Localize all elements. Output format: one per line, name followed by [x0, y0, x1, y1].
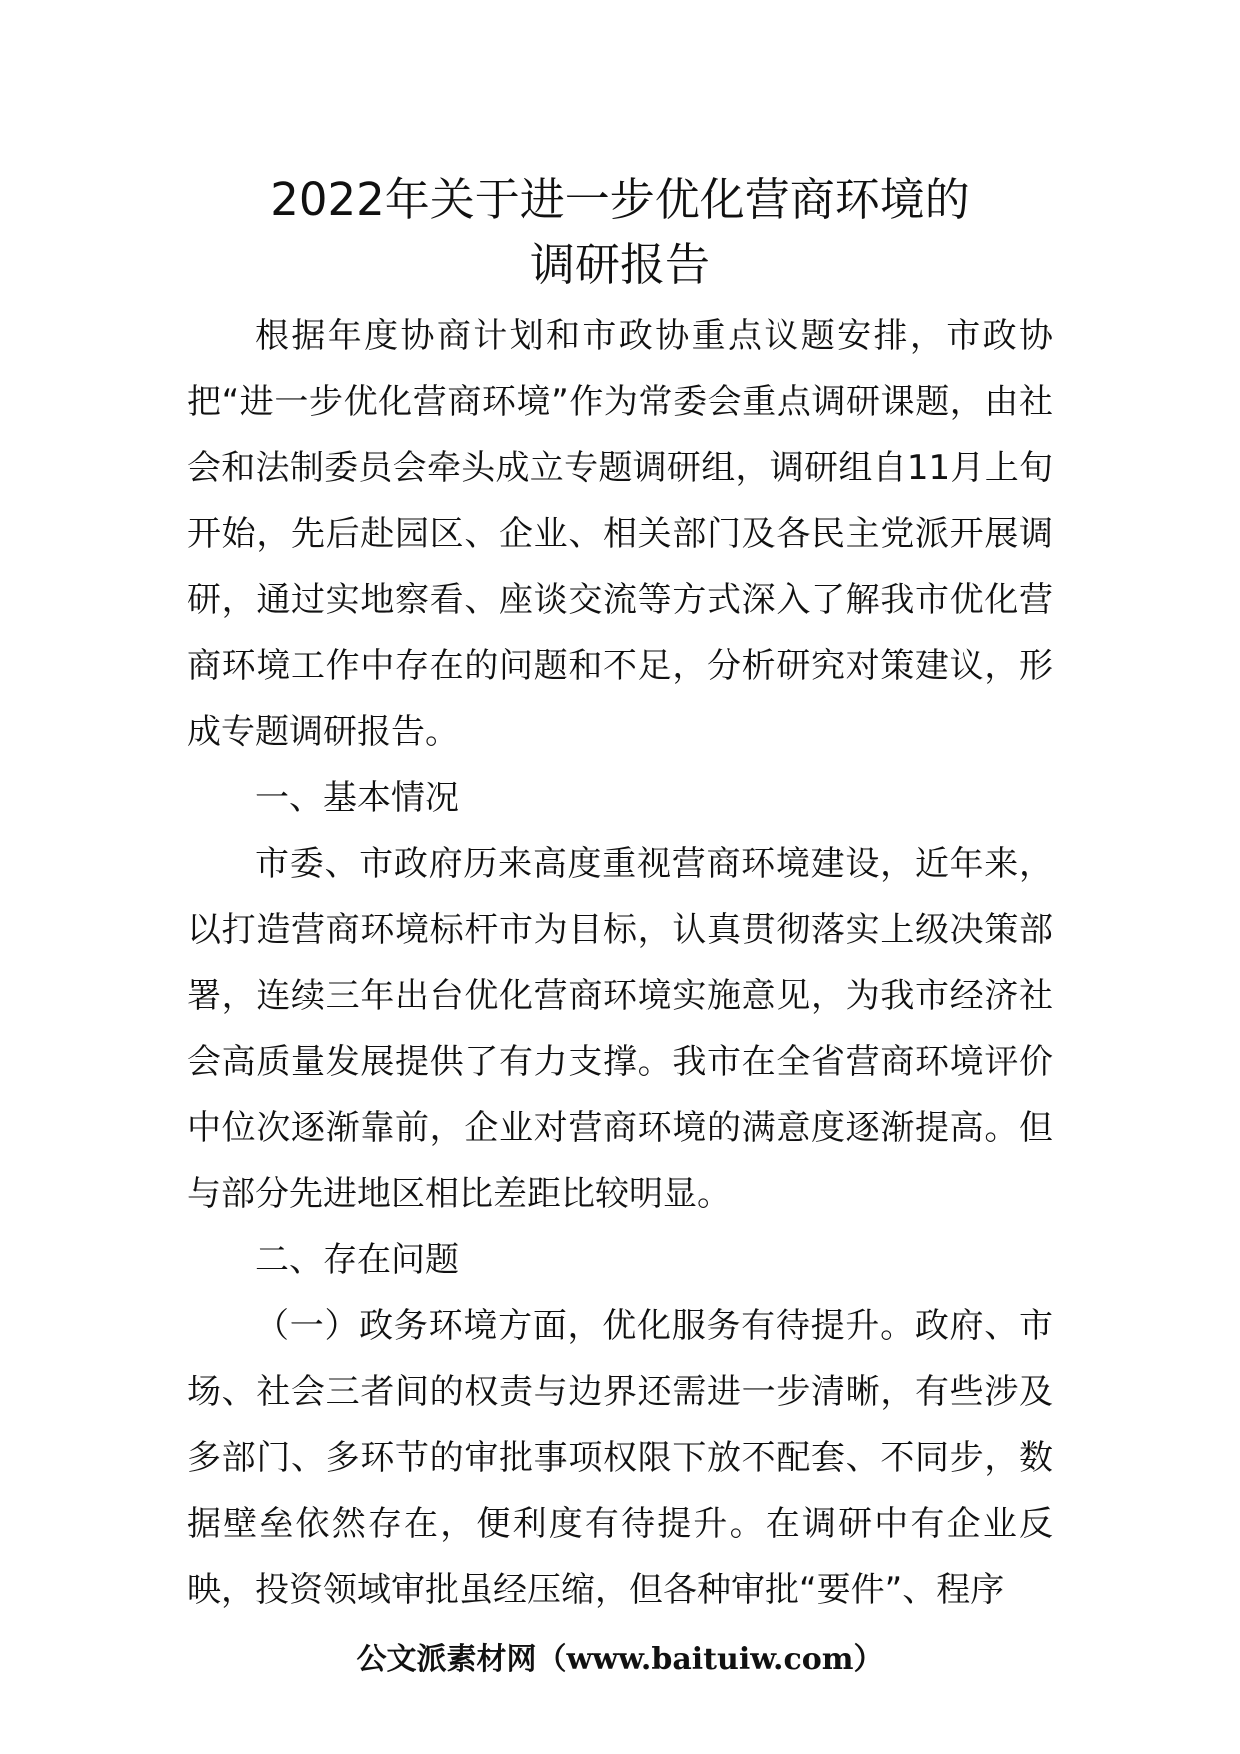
document-body: [187, 303, 1053, 1623]
document-title-line-2: 调研报告: [529, 238, 710, 291]
paragraph-government-environment: （一）政务环境方面，优化服务有待提升。政府、市场、社会三者间的权责与边界还需进一步清晰，有些涉及多部门、多环节的审批事项权限下放不配套、不同步，数据壁垒依然存在，便利度有待提升。在调研中有企业反映，投资领域审批虽经压缩，但各种审批“要件”、程序: [187, 1306, 1053, 1610]
document-title-line-1: 2022年关于进一步优化营商环境的: [270, 173, 970, 226]
section-heading-problems: 二、存在问题: [255, 1240, 459, 1280]
paragraph-basic-situation: 市委、市政府历来高度重视营商环境建设，近年来，以打造营商环境标杆市为目标，认真贯彻落实上级决策部署，连续三年出台优化营商环境实施意见，为我市经济社会高质量发展提供了有力支撑。我市在全省营商环境评价中位次逐渐靠前，企业对营商环境的满意度逐渐提高。但与部分先进地区相比差距比较明显。: [187, 844, 1053, 1214]
section-heading-basic-situation: 一、基本情况: [255, 778, 459, 818]
footer-watermark: 公文派素材网（www.baituiw.com）: [356, 1642, 884, 1677]
paragraph-intro: 根据年度协商计划和市政协重点议题安排，市政协把“进一步优化营商环境”作为常委会重点调研课题，由社会和法制委员会牵头成立专题调研组，调研组自11月上旬开始，先后赴园区、企业、相关部门及各民主党派开展调研，通过实地察看、座谈交流等方式深入了解我市优化营商环境工作中存在的问题和不足，分析研究对策建议，形成专题调研报告。: [187, 316, 1053, 752]
